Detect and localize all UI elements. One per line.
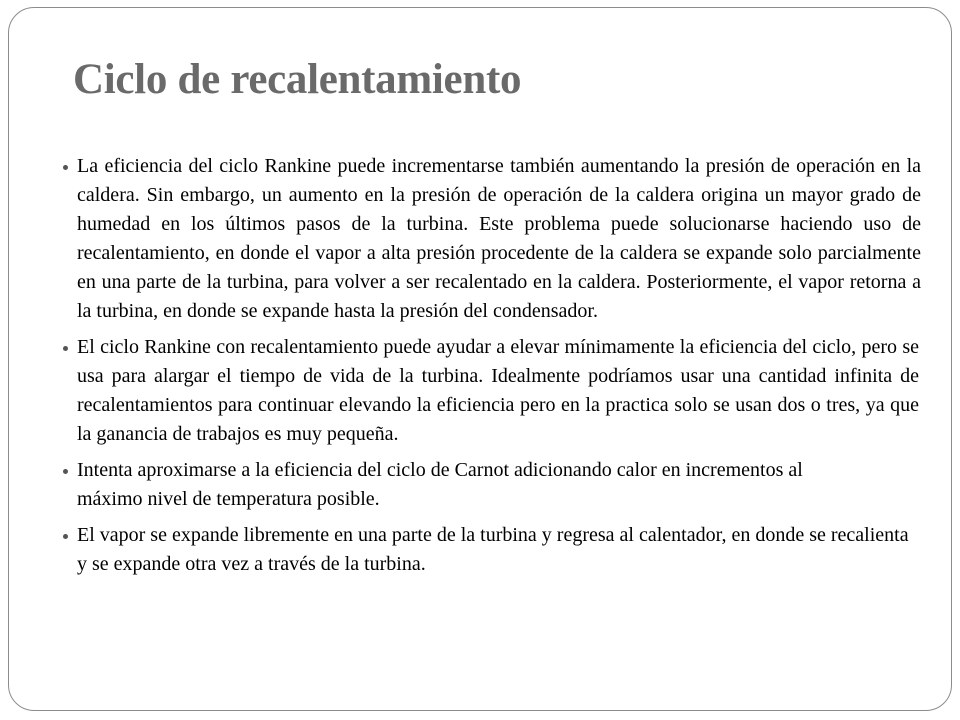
bullet-item bbox=[59, 152, 921, 326]
bullet-dot-icon bbox=[63, 165, 68, 170]
bullet-dot-icon bbox=[63, 534, 68, 539]
bullet-dot-icon bbox=[63, 346, 68, 351]
slide-title: Ciclo de recalentamiento bbox=[73, 56, 522, 103]
bullet-text: La eficiencia del ciclo Rankine puede incrementarse también aumentando la presión de operación en la caldera. Sin embargo, un aumento en la presión de operación de la caldera origina un mayor grado de humedad en los últimos pasos de la turbina. Este problema puede solucionarse haciendo uso de recalentamiento, en donde el vapor a alta presión procedente de la caldera se expande solo parcialmente en una parte de la turbina, para volver a ser recalentado en la caldera. Posteriormente, el vapor retorna a la turbina, en donde se expande hasta la presión del condensador. bbox=[77, 155, 921, 322]
bullet-text: Intenta aproximarse a la eficiencia del ciclo de Carnot adicionando calor en incrementos al máximo nivel de temperatura posible. bbox=[77, 459, 803, 510]
bullet-text: El ciclo Rankine con recalentamiento puede ayudar a elevar mínimamente la eficiencia del ciclo, pero se usa para alargar el tiempo de vida de la turbina. Idealmente podríamos usar una cantidad infinita de recalentamientos para continuar elevando la eficiencia pero en la practica solo se usan dos o tres, ya que la ganancia de trabajos es muy pequeña. bbox=[77, 336, 919, 445]
bullet-text: El vapor se expande libremente en una parte de la turbina y regresa al calentador, en donde se recalienta y se expande otra vez a través de la turbina. bbox=[77, 524, 909, 575]
slide-frame bbox=[8, 7, 952, 711]
bullet-item bbox=[59, 333, 919, 449]
bullet-item bbox=[59, 521, 921, 579]
bullet-dot-icon bbox=[63, 469, 68, 474]
bullet-item bbox=[59, 456, 807, 514]
bullet-list bbox=[59, 152, 921, 579]
